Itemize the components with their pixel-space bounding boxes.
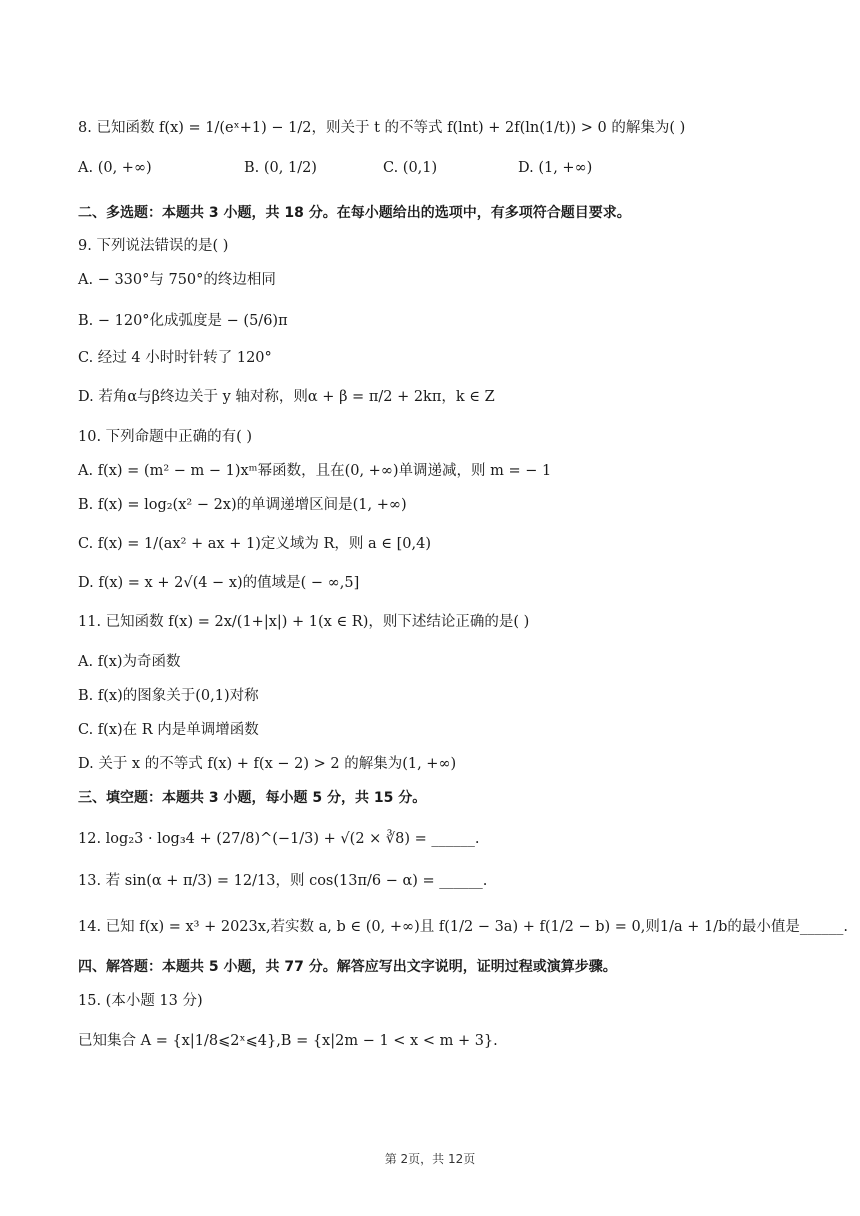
section-2-heading: 二、多选题：本题共 3 小题，共 18 分。在每小题给出的选项中，有多项符合题目要求。 (78, 205, 631, 221)
q11-option-a: A. f(x)为奇函数 (78, 654, 181, 670)
q11-option-b: B. f(x)的图象关于(0,1)对称 (78, 688, 259, 704)
q9-option-a: A. − 330°与 750°的终边相同 (78, 272, 276, 288)
q9-option-b: B. − 120°化成弧度是 − (5/6)π (78, 313, 288, 329)
q10-option-d: D. f(x) = x + 2√(4 − x)的值域是( − ∞,5] (78, 575, 360, 591)
q10-option-c: C. f(x) = 1/(ax² + ax + 1)定义域为 R，则 a ∈ [0,4) (78, 536, 431, 552)
q15-header: 15. (本小题 13 分) (78, 993, 203, 1009)
q10-stem: 10. 下列命题中正确的有( ) (78, 429, 253, 445)
q10-option-b: B. f(x) = log₂(x² − 2x)的单调递增区间是(1, +∞) (78, 497, 407, 513)
q11-stem: 11. 已知函数 f(x) = 2x/(1+|x|) + 1(x ∈ R)，则下述结论正确的是( ) (78, 614, 530, 630)
q15-stem: 已知集合 A = {x|1/8⩽2ˣ⩽4},B = {x|2m − 1 < x < m + 3}. (78, 1033, 498, 1049)
q8-choice-a: A. (0, +∞) (78, 160, 152, 176)
q12: 12. log₂3 · log₃4 + (27/8)^(−1/3) + √(2 × ∛8) = ______. (78, 831, 480, 847)
q9-option-c: C. 经过 4 小时时针转了 120° (78, 350, 272, 366)
section-3-heading: 三、填空题：本题共 3 小题，每小题 5 分，共 15 分。 (78, 790, 427, 806)
q11-option-c: C. f(x)在 R 内是单调增函数 (78, 722, 259, 738)
q8-choice-d: D. (1, +∞) (518, 160, 593, 176)
q8-choices (78, 160, 778, 184)
q9-stem: 9. 下列说法错误的是( ) (78, 238, 229, 254)
section-4-heading: 四、解答题：本题共 5 小题，共 77 分。解答应写出文字说明，证明过程或演算步骤。 (78, 959, 617, 975)
page-footer: 第 2页，共 12页 (384, 1152, 476, 1166)
q8-choice-b: B. (0, 1/2) (244, 160, 317, 176)
q8-choice-c: C. (0,1) (383, 160, 438, 176)
q13: 13. 若 sin(α + π/3) = 12/13，则 cos(13π/6 − α) = ______. (78, 873, 488, 889)
q8-stem: 8. 已知函数 f(x) = 1/(eˣ+1) − 1/2，则关于 t 的不等式 f(lnt) + 2f(ln(1/t)) > 0 的解集为( ) (78, 120, 686, 136)
q11-option-d: D. 关于 x 的不等式 f(x) + f(x − 2) > 2 的解集为(1, +∞) (78, 756, 457, 772)
q9-option-d: D. 若角α与β终边关于 y 轴对称，则α + β = π/2 + 2kπ，k ∈ Z (78, 389, 495, 405)
q14: 14. 已知 f(x) = x³ + 2023x,若实数 a, b ∈ (0, +∞)且 f(1/2 − 3a) + f(1/2 − b) = 0,则1/a + 1/b的最小值是______. (78, 919, 848, 935)
q10-option-a: A. f(x) = (m² − m − 1)xᵐ幂函数，且在(0, +∞)单调递减，则 m = − 1 (78, 463, 552, 479)
